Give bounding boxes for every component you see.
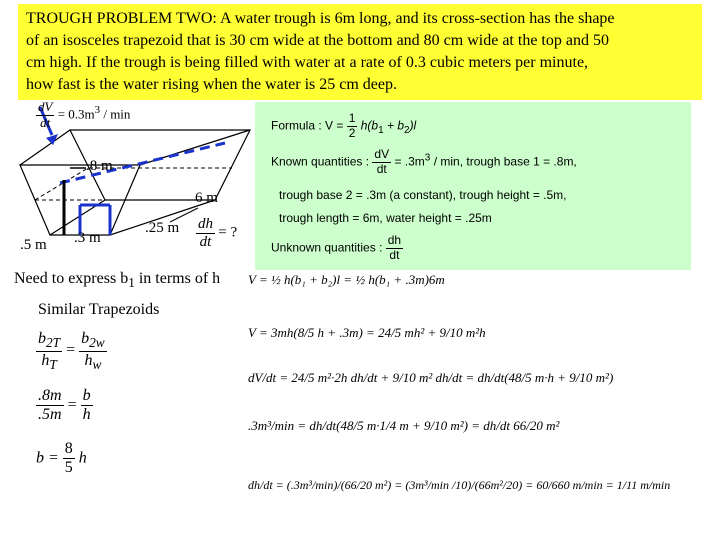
formula-rest: h(b xyxy=(360,118,379,133)
hw-sub: w xyxy=(92,356,102,372)
b2w-sub: 2w xyxy=(89,335,105,351)
known-row-1 xyxy=(271,148,577,177)
equation-1: V = ½ h(b₁ + b₂)l = ½ h(b₁ + .3m)6m xyxy=(248,272,445,287)
equation-5: dh/dt = (.3m³/min)/(66/20 m²) = (3m³/min /10)/(66m²/20) = 60/660 m/min = 1/11 m/min xyxy=(248,478,671,492)
formula-label: Formula : V = xyxy=(271,118,344,133)
problem-line-1: TROUGH PROBLEM TWO: A water trough is 6m long, and its cross-section has the shape xyxy=(26,10,615,27)
water-level-blue xyxy=(60,143,225,183)
ratio2-num2: b xyxy=(81,387,93,406)
rate-unit: / min xyxy=(100,106,131,122)
formula-frac-den: 2 xyxy=(348,125,356,140)
given-info-box xyxy=(255,102,691,270)
need-text-a: Need to express b xyxy=(14,270,129,287)
unknown-row xyxy=(271,234,403,263)
known-rate-num: dV xyxy=(374,147,390,161)
need-text-b: in terms of h xyxy=(134,270,221,287)
unknown-label: Unknown quantities : xyxy=(271,240,383,255)
problem-statement xyxy=(18,4,702,100)
b2t-sub: 2T xyxy=(46,335,61,351)
unknown-den: dt xyxy=(389,247,400,262)
problem-line-3: cm high. If the trough is being filled with water at a rate of 0.3 cubic meters per minute, xyxy=(26,54,589,71)
dh-num: dh xyxy=(196,216,215,234)
b-equals: b = xyxy=(36,449,59,467)
known-row-2: trough base 2 = .3m (a constant), trough height = .5m, xyxy=(279,188,567,202)
formula-sub2: 2 xyxy=(404,124,410,136)
ratio2-den1: .5m xyxy=(38,406,62,424)
ratio-row-1: $\frac{b_{2T}}{h_T}$ = $\frac{b_{2w}}{h_w}$ xyxy=(38,330,105,372)
rate-den: dt xyxy=(40,114,51,130)
need-sub: 1 xyxy=(128,275,135,291)
ratio-row-2: $\frac{.8m}{.5m}$ = $\frac{b}{h}$ xyxy=(38,387,91,424)
ratio3-num: 8 xyxy=(63,440,75,459)
known-row-3: trough length = 6m, water height = .25m xyxy=(279,211,492,225)
equation-2: V = 3mh(8/5 h + .3m) = 24/5 mh² + 9/10 m²h xyxy=(248,325,486,340)
known-rate-den: dt xyxy=(376,161,387,176)
equation-4: .3m³/min = dh/dt(48/5 m·1/4 m + 9/10 m²) = dh/dt 66/20 m² xyxy=(248,418,560,433)
known-exp: 3 xyxy=(424,152,431,164)
ratio2-den2: h xyxy=(82,406,91,424)
ht: h xyxy=(41,351,50,369)
b2t: b xyxy=(38,330,46,347)
problem-line-2: of an isosceles trapezoid that is 30 cm wide at the bottom and 80 cm wide at the top and 50 xyxy=(26,32,609,49)
bottom-width-label: .3 m xyxy=(74,230,101,246)
depth-label: .25 m xyxy=(145,220,180,236)
similar-trapezoids-heading: Similar Trapezoids xyxy=(38,301,160,318)
problem-line-4: how fast is the water rising when the water is 25 cm deep. xyxy=(26,76,398,93)
formula-sub1: 1 xyxy=(378,124,384,136)
dh-den: dt xyxy=(199,234,212,251)
height-label: .5 m xyxy=(20,237,47,253)
rate-exp: 3 xyxy=(94,104,101,117)
ht-sub: T xyxy=(49,356,57,372)
equation-3: dV/dt = 24/5 m²·2h dh/dt + 9/10 m² dh/dt = dh/dt(48/5 m·h + 9/10 m²) xyxy=(248,370,614,385)
b2w: b xyxy=(81,330,90,347)
need-express-text xyxy=(14,270,220,291)
ratio2-num1: .8m xyxy=(36,387,64,406)
hw: h xyxy=(84,351,93,369)
known-rest: = .3m xyxy=(394,154,425,169)
rate-num: dV xyxy=(38,99,53,114)
formula-row xyxy=(271,112,416,141)
unknown-num: dh xyxy=(387,233,402,247)
dh-unknown xyxy=(196,216,237,252)
length-label: 6 m xyxy=(195,190,218,206)
trough-edge-top-left xyxy=(20,130,70,165)
rate-value: = 0.3m xyxy=(57,106,95,122)
formula-frac-num: 1 xyxy=(348,111,356,125)
ratio3-h: h xyxy=(78,449,87,467)
dh-value: = ? xyxy=(218,224,238,241)
formula-end: )l xyxy=(409,118,417,133)
ratio-row-3 xyxy=(36,440,87,478)
ratio3-den: 5 xyxy=(64,459,73,477)
known-rest2: / min, trough base 1 = .8m, xyxy=(430,154,577,169)
top-width-label: .8 m xyxy=(86,158,113,174)
formula-plus: + b xyxy=(383,118,404,133)
known-label: Known quantities : xyxy=(271,154,370,169)
rate-given xyxy=(36,100,130,131)
